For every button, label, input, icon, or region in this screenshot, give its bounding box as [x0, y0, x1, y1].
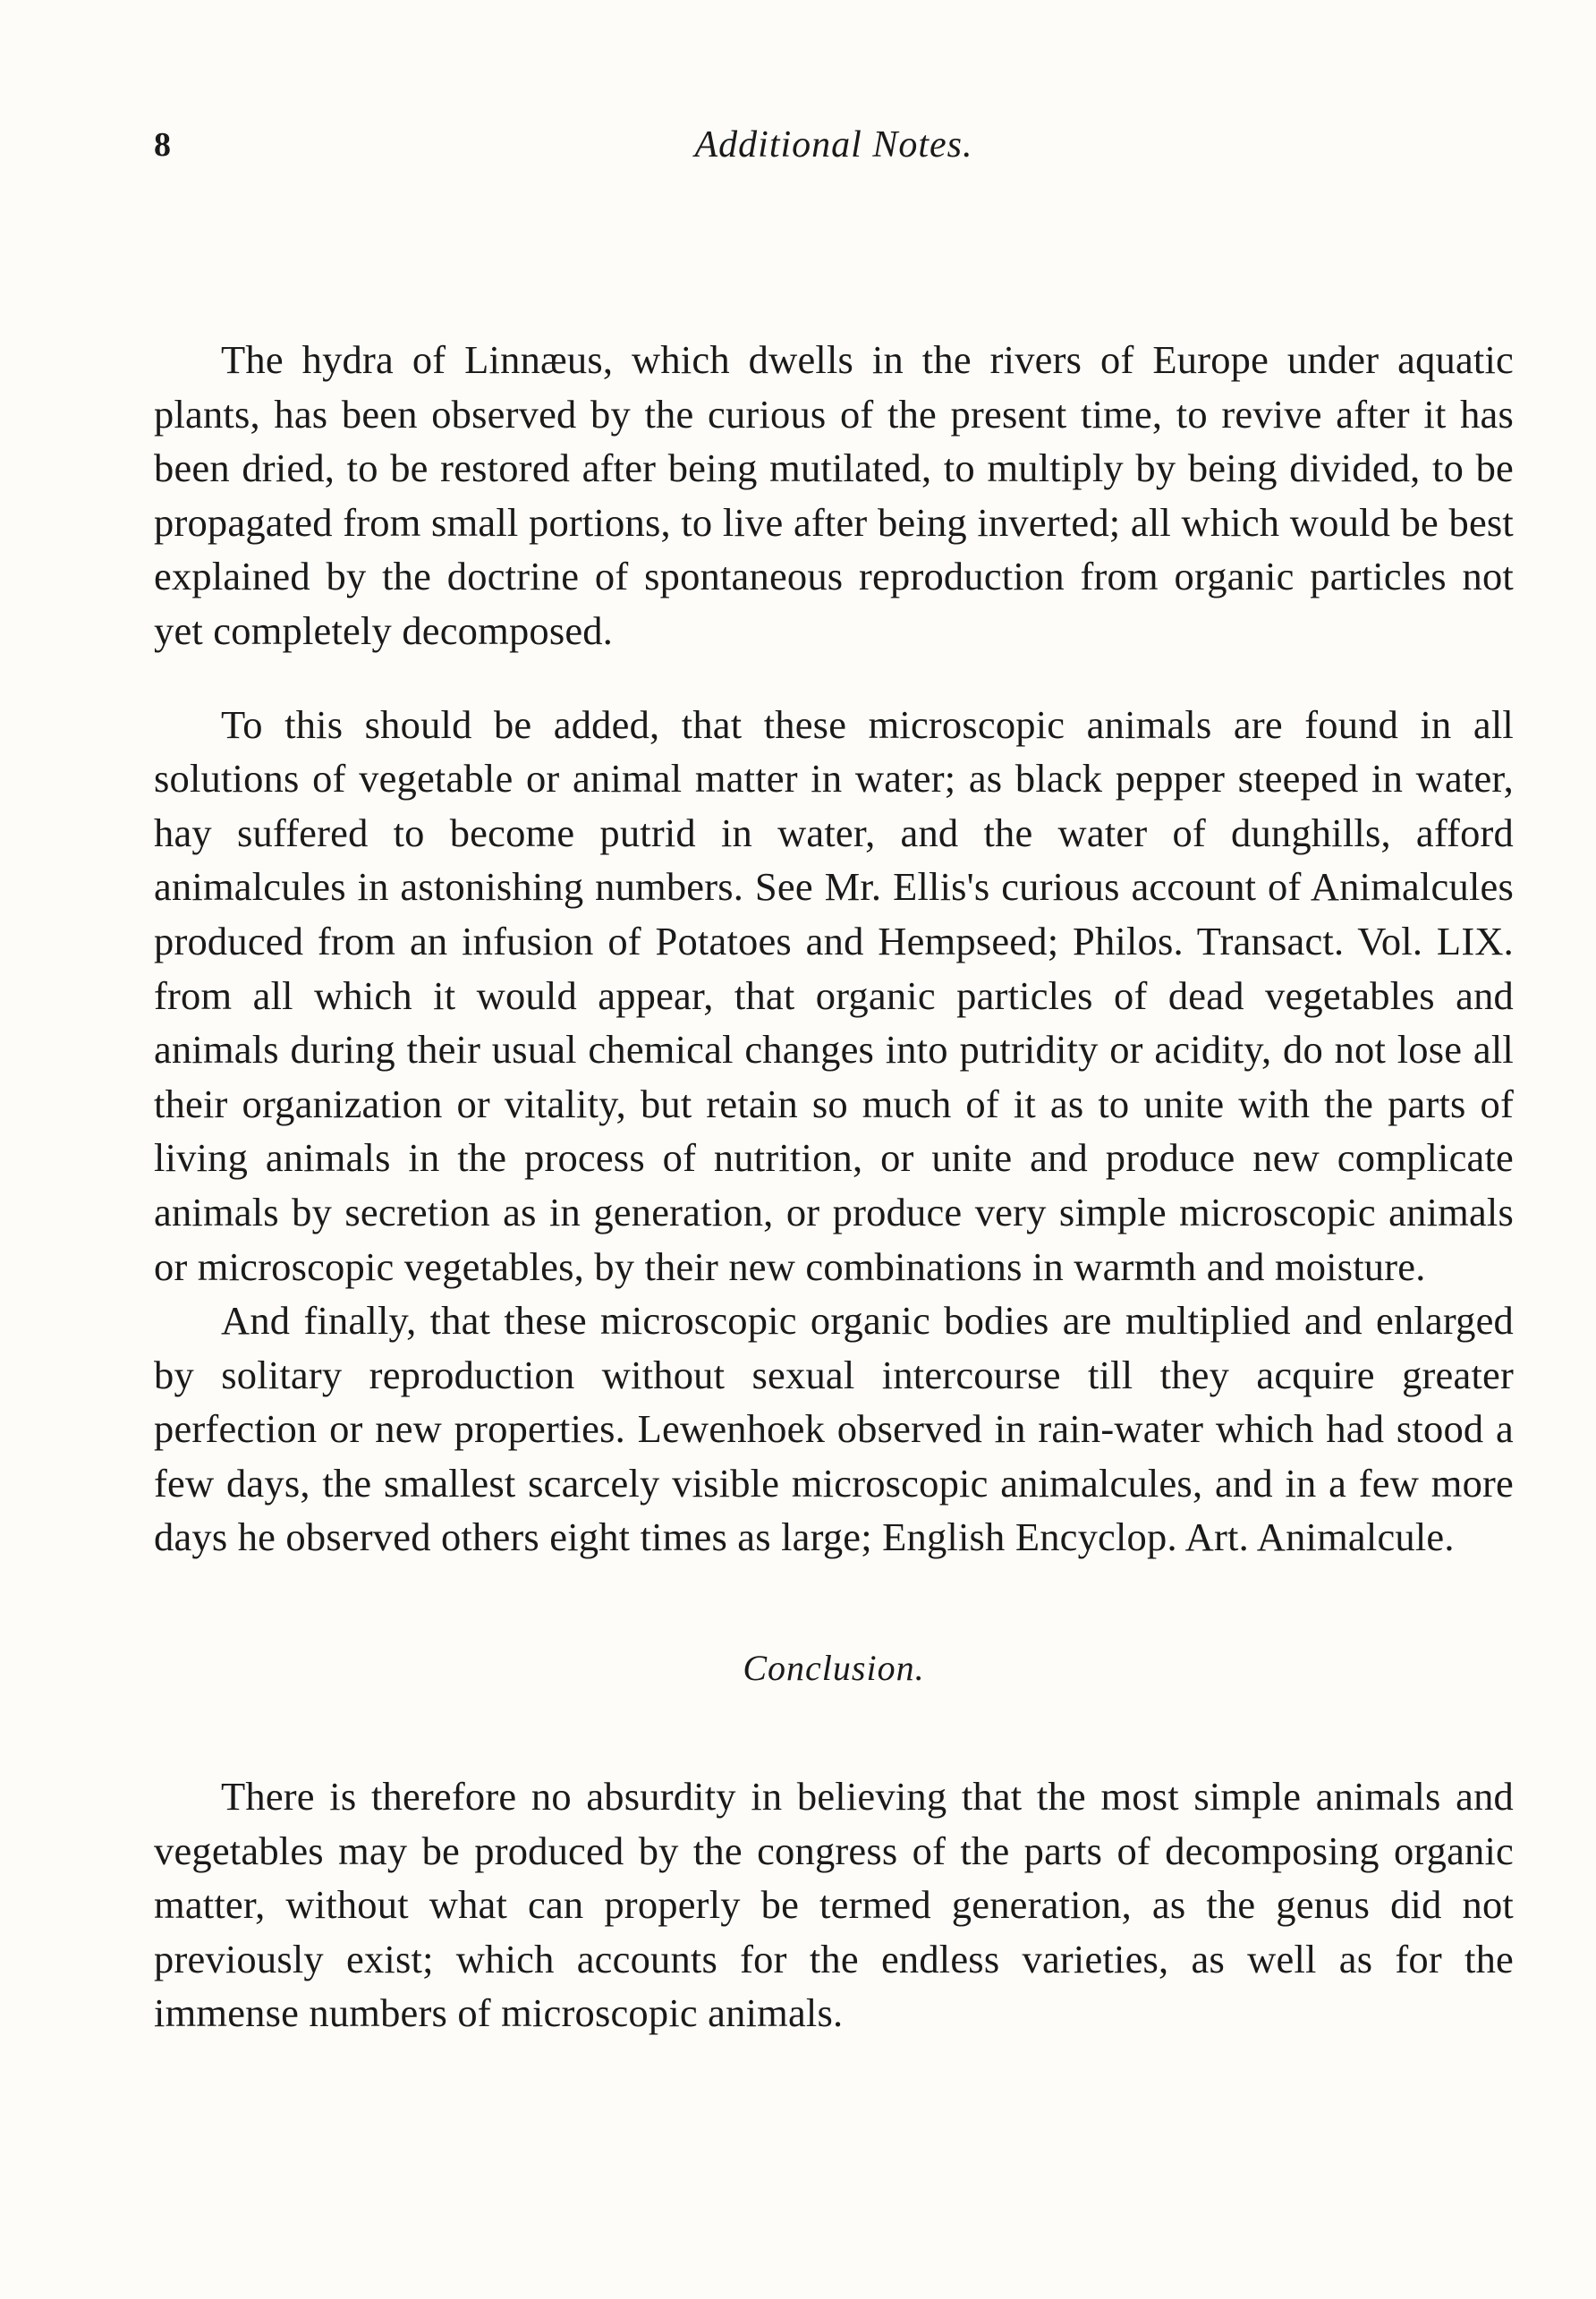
paragraph-conclusion: There is therefore no absurdity in believing that the most simple animals and vegetables may be produced by the congress of the parts of decomposing organic matter, without what can properly be termed generation, as the genus did not previously exist; which accounts for the endless varieties, as well as for the immense numbers of microscopic animals.	[154, 1774, 1514, 2036]
running-head: Additional Notes.	[694, 124, 973, 165]
paragraph-hydra: The hydra of Linnæus, which dwells in the rivers of Europe under aquatic plants, has been observed by the curious of the present time, to revive after it has been dried, to be restored after being mutilated, to multiply by being divided, to be propagated from small portions, to live after being inverted; all which would be best explained by the doctrine of spontaneous reproduction from organic particles not yet completely decomposed.	[154, 337, 1514, 653]
page-header	[154, 116, 1514, 179]
paragraph-microscopic-animals: To this should be added, that these microscopic animals are found in all solutions of vegetable or animal matter in water; as black pepper steeped in water, hay suffered to become putrid in water, and the water of dunghills, afford animalcules in astonishing numbers. See Mr. Ellis's curious account of Animalcules produced from an infusion of Potatoes and Hempseed; Philos. Transact. Vol. LIX. from all which it would appear, that organic particles of dead vegetables and animals during their usual chemical changes into putridity or acidity, do not lose all their organization or vitality, but retain so much of it as to unite with the parts of living animals in the process of nutrition, or unite and produce new complicate animals by secretion as in generation, or produce very simple microscopic animals or microscopic vegetables, by their new combinations in warmth and moisture.	[154, 701, 1514, 1289]
body-text	[154, 333, 1514, 2040]
page-number: 8	[154, 126, 171, 164]
book-page	[154, 116, 1514, 2040]
paragraph-finally: And finally, that these microscopic organic bodies are multiplied and enlarged by solitary reproduction without sexual intercourse till they acquire greater perfection or new properties. Lewenhoek observed in rain-water which had stood a few days, the smallest scarcely visible microscopic animalcules, and in a few more days he observed others eight times as large; English Encyclop. Art. Animalcule.	[154, 1298, 1514, 1560]
section-heading-conclusion: Conclusion.	[743, 1648, 925, 1689]
